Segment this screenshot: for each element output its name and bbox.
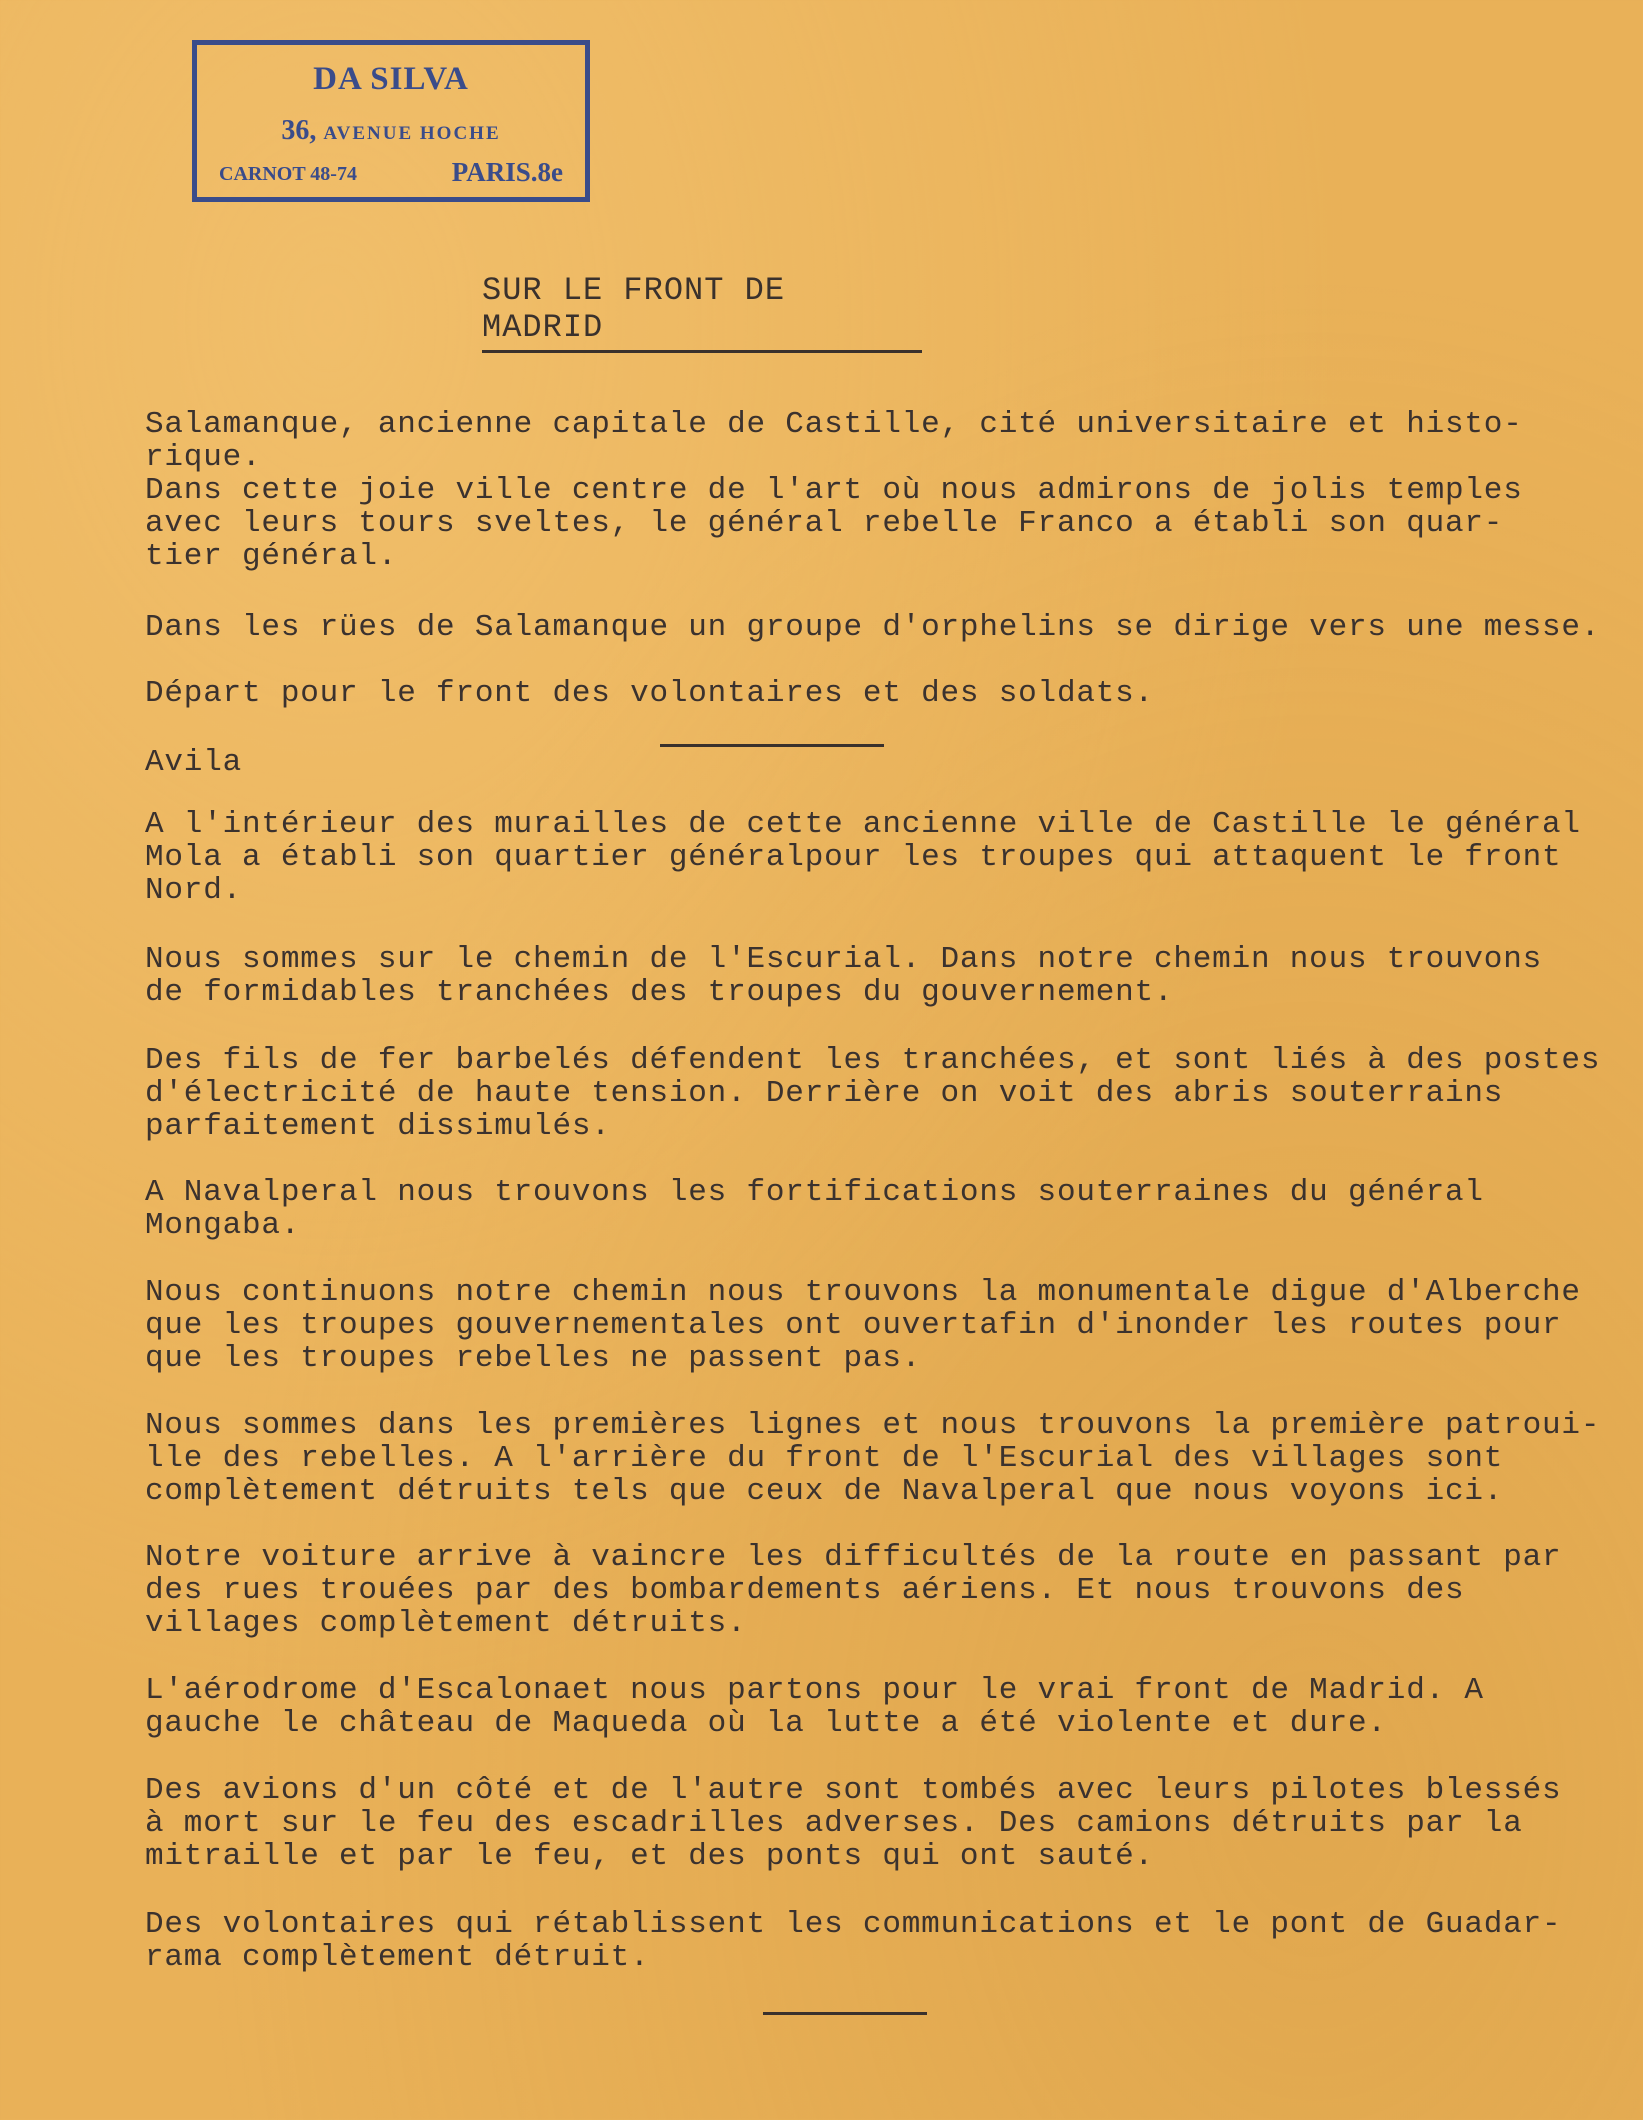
paragraph-depart: Départ pour le front des volontaires et des soldats. [145,676,1154,711]
page-title: SUR LE FRONT DE MADRID [482,272,922,353]
stamp-name: DA SILVA [313,61,469,97]
paragraph-alberche: Nous continuons notre chemin nous trouvons la monumentale digue d'Alberche que les troupes gouvernementales ont ouvertafin d'inonder les routes pour que les troupes rebelles ne passent pas. [145,1275,1581,1376]
paragraph-avions: Des avions d'un côté et de l'autre sont tombés avec leurs pilotes blessés à mort sur le feu des escadrilles adverses. Des camions détruits par la mitraille et par le feu, et des ponts qui ont sauté. [145,1773,1562,1874]
stamp-address-number: 36, [281,115,317,146]
stamp-city: PARIS.8e [451,157,563,187]
paragraph-barbeles: Des fils de fer barbelés défendent les tranchées, et sont liés à des postes d'électricité de haute tension. Derrière on voit des abris souterrains parfaitement dissimulés. [145,1043,1601,1144]
end-divider [763,2012,927,2015]
paragraph-avila: Avila [145,745,243,780]
paragraph-murailles: A l'intérieur des murailles de cette ancienne ville de Castille le général Mola a établi son quartier généralpour les troupes qui attaquent le front Nord. [145,807,1581,908]
paragraph-volontaires: Des volontaires qui rétablissent les communications et le pont de Guadar- rama complètement détruit. [145,1907,1562,1975]
paragraph-orphelins: Dans les rües de Salamanque un groupe d'orphelins se dirige vers une messe. [145,610,1601,645]
paragraph-aerodrome: L'aérodrome d'Escalonaet nous partons pour le vrai front de Madrid. A gauche le château de Maqueda où la lutte a été violente et dure. [145,1673,1484,1741]
paragraph-premieres-lignes: Nous sommes dans les premières lignes et nous trouvons la première patroui- lle des rebelles. A l'arrière du front de l'Escurial des villages sont complètement détruits tels que ceux de Navalperal que nous voyons ici. [145,1408,1601,1509]
paragraph-voiture: Notre voiture arrive à vaincre les difficultés de la route en passant par des rues trouées par des bombardements aériens. Et nous trouvons des villages complètement détruits. [145,1540,1562,1641]
paragraph-navalperal: A Navalperal nous trouvons les fortifications souterraines du général Mongaba. [145,1175,1484,1243]
company-stamp [192,40,590,202]
stamp-address-street: AVENUE HOCHE [323,123,501,144]
stamp-address [197,115,585,147]
paragraph-salamanque: Salamanque, ancienne capitale de Castille, cité universitaire et histo- rique. Dans cette joie ville centre de l'art où nous admirons de jolis temples avec leurs tours sveltes, le général rebelle Franco a établi son quar- tier général. [145,407,1523,574]
stamp-phone: CARNOT 48-74 [219,163,357,185]
paragraph-escurial: Nous sommes sur le chemin de l'Escurial. Dans notre chemin nous trouvons de formidables tranchées des troupes du gouvernement. [145,942,1543,1010]
